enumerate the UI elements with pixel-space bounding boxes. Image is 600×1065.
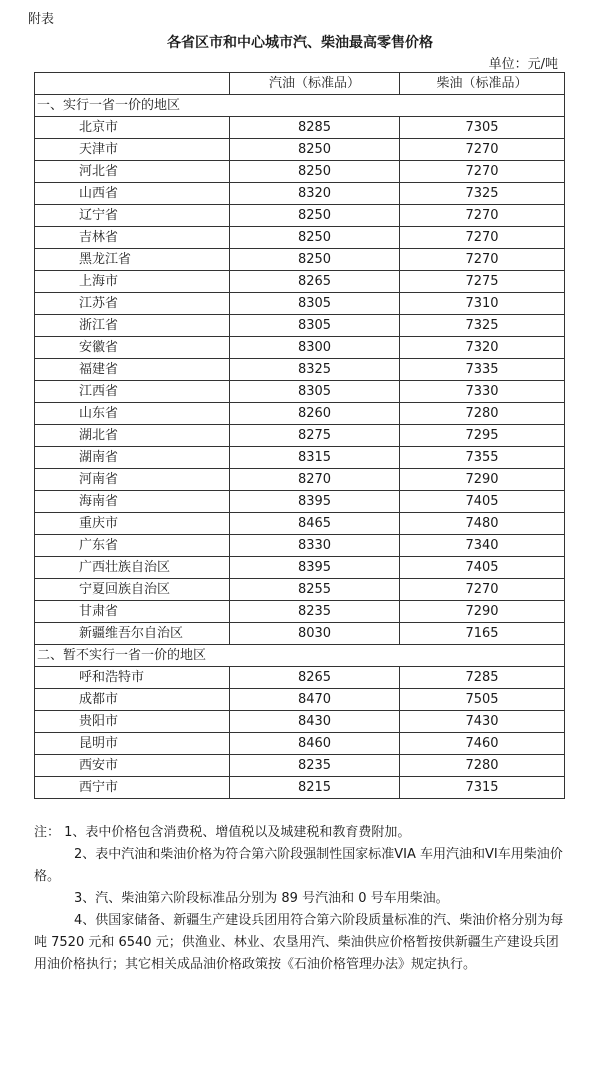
gasoline-price-cell: 8250 bbox=[230, 227, 400, 249]
gasoline-price-cell: 8465 bbox=[230, 513, 400, 535]
price-table bbox=[34, 72, 565, 799]
diesel-price-cell: 7165 bbox=[400, 623, 565, 645]
gasoline-price-cell: 8215 bbox=[230, 777, 400, 799]
region-name-cell: 天津市 bbox=[35, 139, 230, 161]
gasoline-price-cell: 8470 bbox=[230, 689, 400, 711]
region-name-cell: 浙江省 bbox=[35, 315, 230, 337]
region-name-cell: 广东省 bbox=[35, 535, 230, 557]
table-row bbox=[35, 557, 565, 579]
region-name-cell: 山西省 bbox=[35, 183, 230, 205]
table-row bbox=[35, 689, 565, 711]
gasoline-price-cell: 8305 bbox=[230, 381, 400, 403]
gasoline-price-cell: 8300 bbox=[230, 337, 400, 359]
table-body bbox=[35, 95, 565, 799]
gasoline-price-cell: 8430 bbox=[230, 711, 400, 733]
table-row bbox=[35, 293, 565, 315]
diesel-price-cell: 7270 bbox=[400, 227, 565, 249]
unit-label: 单位：元/吨 bbox=[488, 57, 558, 72]
diesel-price-cell: 7340 bbox=[400, 535, 565, 557]
table-row bbox=[35, 667, 565, 689]
gasoline-price-cell: 8265 bbox=[230, 667, 400, 689]
region-name-cell: 江西省 bbox=[35, 381, 230, 403]
diesel-price-cell: 7270 bbox=[400, 139, 565, 161]
gasoline-price-cell: 8305 bbox=[230, 293, 400, 315]
region-name-cell: 北京市 bbox=[35, 117, 230, 139]
table-row bbox=[35, 315, 565, 337]
region-name-cell: 广西壮族自治区 bbox=[35, 557, 230, 579]
diesel-price-cell: 7270 bbox=[400, 205, 565, 227]
region-name-cell: 福建省 bbox=[35, 359, 230, 381]
region-name-cell: 甘肃省 bbox=[35, 601, 230, 623]
table-row bbox=[35, 755, 565, 777]
gasoline-price-cell: 8275 bbox=[230, 425, 400, 447]
diesel-price-cell: 7325 bbox=[400, 183, 565, 205]
diesel-price-cell: 7305 bbox=[400, 117, 565, 139]
region-name-cell: 重庆市 bbox=[35, 513, 230, 535]
diesel-price-cell: 7430 bbox=[400, 711, 565, 733]
diesel-price-cell: 7310 bbox=[400, 293, 565, 315]
note-item: 注： 1、表中价格包含消费税、增值税以及城建税和教育费附加。 bbox=[34, 825, 411, 840]
gasoline-price-cell: 8255 bbox=[230, 579, 400, 601]
table-row bbox=[35, 579, 565, 601]
table-row bbox=[35, 205, 565, 227]
doc-label: 附表 bbox=[28, 12, 55, 27]
gasoline-price-cell: 8265 bbox=[230, 271, 400, 293]
page-title: 各省区市和中心城市汽、柴油最高零售价格 bbox=[167, 35, 433, 51]
gasoline-price-cell: 8305 bbox=[230, 315, 400, 337]
diesel-price-cell: 7335 bbox=[400, 359, 565, 381]
table-row bbox=[35, 139, 565, 161]
diesel-price-cell: 7285 bbox=[400, 667, 565, 689]
header-gasoline: 汽油（标准品） bbox=[230, 73, 400, 95]
diesel-price-cell: 7290 bbox=[400, 469, 565, 491]
section-row bbox=[35, 645, 565, 667]
region-name-cell: 吉林省 bbox=[35, 227, 230, 249]
gasoline-price-cell: 8270 bbox=[230, 469, 400, 491]
region-name-cell: 河南省 bbox=[35, 469, 230, 491]
gasoline-price-cell: 8250 bbox=[230, 205, 400, 227]
table-row bbox=[35, 733, 565, 755]
region-name-cell: 海南省 bbox=[35, 491, 230, 513]
region-name-cell: 成都市 bbox=[35, 689, 230, 711]
diesel-price-cell: 7505 bbox=[400, 689, 565, 711]
gasoline-price-cell: 8030 bbox=[230, 623, 400, 645]
table-row bbox=[35, 447, 565, 469]
table-row bbox=[35, 183, 565, 205]
gasoline-price-cell: 8325 bbox=[230, 359, 400, 381]
note-item: 4、供国家储备、新疆生产建设兵团用符合第六阶段质量标准的汽、柴油价格分别为每吨 7520 元和 6540 元；供渔业、林业、农垦用汽、柴油供应价格暂按供新疆生产建设兵团用油价格执行；其它相关成品油价格政策按《石油价格管理办法》规定执行。 bbox=[34, 913, 564, 972]
table-row bbox=[35, 469, 565, 491]
gasoline-price-cell: 8395 bbox=[230, 557, 400, 579]
section-label: 一、实行一省一价的地区 bbox=[35, 95, 565, 117]
diesel-price-cell: 7290 bbox=[400, 601, 565, 623]
gasoline-price-cell: 8460 bbox=[230, 733, 400, 755]
region-name-cell: 宁夏回族自治区 bbox=[35, 579, 230, 601]
diesel-price-cell: 7330 bbox=[400, 381, 565, 403]
table-row bbox=[35, 535, 565, 557]
note-item: 2、表中汽油和柴油价格为符合第六阶段强制性国家标准VIA 车用汽油和VI车用柴油价格。 bbox=[34, 847, 563, 884]
table-row bbox=[35, 359, 565, 381]
region-name-cell: 呼和浩特市 bbox=[35, 667, 230, 689]
diesel-price-cell: 7295 bbox=[400, 425, 565, 447]
gasoline-price-cell: 8260 bbox=[230, 403, 400, 425]
gasoline-price-cell: 8285 bbox=[230, 117, 400, 139]
gasoline-price-cell: 8250 bbox=[230, 139, 400, 161]
header-region bbox=[35, 73, 230, 95]
header-diesel: 柴油（标准品） bbox=[400, 73, 565, 95]
gasoline-price-cell: 8235 bbox=[230, 601, 400, 623]
gasoline-price-cell: 8395 bbox=[230, 491, 400, 513]
diesel-price-cell: 7315 bbox=[400, 777, 565, 799]
diesel-price-cell: 7275 bbox=[400, 271, 565, 293]
table-header-row bbox=[35, 73, 565, 95]
region-name-cell: 山东省 bbox=[35, 403, 230, 425]
section-label: 二、暂不实行一省一价的地区 bbox=[35, 645, 565, 667]
region-name-cell: 安徽省 bbox=[35, 337, 230, 359]
note-item: 3、汽、柴油第六阶段标准品分别为 89 号汽油和 0 号车用柴油。 bbox=[74, 891, 449, 906]
gasoline-price-cell: 8315 bbox=[230, 447, 400, 469]
region-name-cell: 黑龙江省 bbox=[35, 249, 230, 271]
table-row bbox=[35, 711, 565, 733]
region-name-cell: 昆明市 bbox=[35, 733, 230, 755]
diesel-price-cell: 7405 bbox=[400, 557, 565, 579]
table-row bbox=[35, 337, 565, 359]
table-row bbox=[35, 403, 565, 425]
table-row bbox=[35, 161, 565, 183]
diesel-price-cell: 7405 bbox=[400, 491, 565, 513]
table-row bbox=[35, 117, 565, 139]
table-row bbox=[35, 601, 565, 623]
table-row bbox=[35, 425, 565, 447]
table-row bbox=[35, 271, 565, 293]
diesel-price-cell: 7270 bbox=[400, 579, 565, 601]
table-row bbox=[35, 381, 565, 403]
table-row bbox=[35, 227, 565, 249]
gasoline-price-cell: 8250 bbox=[230, 249, 400, 271]
diesel-price-cell: 7320 bbox=[400, 337, 565, 359]
gasoline-price-cell: 8250 bbox=[230, 161, 400, 183]
table-row bbox=[35, 777, 565, 799]
table-row bbox=[35, 623, 565, 645]
section-row bbox=[35, 95, 565, 117]
diesel-price-cell: 7325 bbox=[400, 315, 565, 337]
gasoline-price-cell: 8320 bbox=[230, 183, 400, 205]
diesel-price-cell: 7280 bbox=[400, 755, 565, 777]
region-name-cell: 西宁市 bbox=[35, 777, 230, 799]
notes bbox=[34, 822, 566, 976]
region-name-cell: 上海市 bbox=[35, 271, 230, 293]
region-name-cell: 湖北省 bbox=[35, 425, 230, 447]
region-name-cell: 西安市 bbox=[35, 755, 230, 777]
gasoline-price-cell: 8330 bbox=[230, 535, 400, 557]
diesel-price-cell: 7480 bbox=[400, 513, 565, 535]
diesel-price-cell: 7355 bbox=[400, 447, 565, 469]
table-row bbox=[35, 491, 565, 513]
region-name-cell: 贵阳市 bbox=[35, 711, 230, 733]
gasoline-price-cell: 8235 bbox=[230, 755, 400, 777]
region-name-cell: 新疆维吾尔自治区 bbox=[35, 623, 230, 645]
region-name-cell: 河北省 bbox=[35, 161, 230, 183]
region-name-cell: 辽宁省 bbox=[35, 205, 230, 227]
region-name-cell: 江苏省 bbox=[35, 293, 230, 315]
diesel-price-cell: 7270 bbox=[400, 161, 565, 183]
table-row bbox=[35, 249, 565, 271]
diesel-price-cell: 7280 bbox=[400, 403, 565, 425]
region-name-cell: 湖南省 bbox=[35, 447, 230, 469]
table-row bbox=[35, 513, 565, 535]
diesel-price-cell: 7460 bbox=[400, 733, 565, 755]
diesel-price-cell: 7270 bbox=[400, 249, 565, 271]
